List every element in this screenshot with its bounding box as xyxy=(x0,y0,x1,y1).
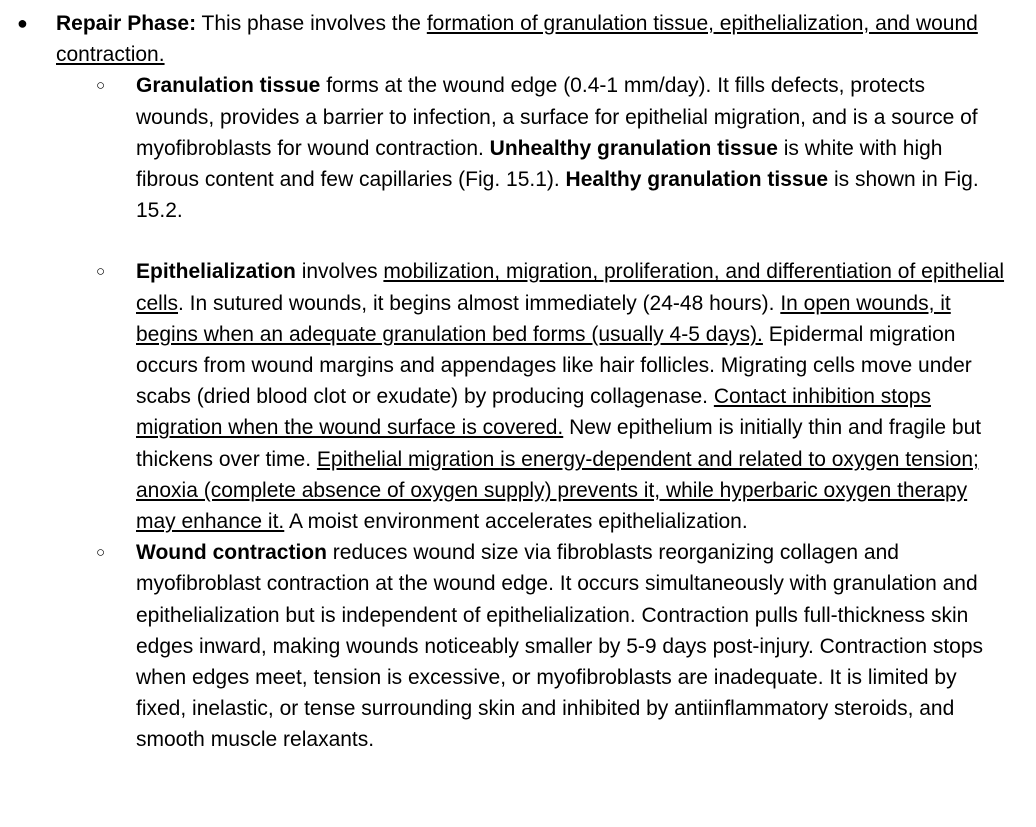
epithelialization-underline-1: mobilization, migration, proliferation, and differentiation of epithelial cells xyxy=(136,260,1005,315)
epithelialization-text: involves xyxy=(295,260,384,284)
repair-phase-intro: This phase involves the xyxy=(196,12,427,35)
epithelialization-text: New epithelium is initially thin and fragile but thickens over time. xyxy=(136,416,982,471)
granulation-item xyxy=(0,70,1006,226)
healthy-text: is shown in Fig. 15.2. xyxy=(136,168,979,223)
epithelialization-text: Epidermal migration occurs from wound margins and appendages like hair follicles. Migrating cells move under scabs (dried blood clot or exudate) by producing collagenase. xyxy=(136,322,972,409)
repair-phase-title: Repair Phase: xyxy=(56,12,197,35)
granulation-term: Granulation tissue xyxy=(136,74,321,98)
healthy-term: Healthy granulation tissue xyxy=(565,168,829,192)
epithelialization-text: A moist environment accelerates epithelialization. xyxy=(284,510,748,534)
epithelialization-underline-3: Contact inhibition stops migration when the wound surface is covered. xyxy=(136,385,931,440)
epithelialization-underline-4: Epithelial migration is energy-dependent and related to oxygen tension; anoxia (complete absence of oxygen supply) prevents it, while hyperbaric oxygen therapy may enhance it. xyxy=(136,447,979,534)
epithelialization-underline-2: In open wounds, it begins when an adequate granulation bed forms (usually 4-5 days). xyxy=(136,291,951,346)
bullet-circle: ○ xyxy=(96,77,106,95)
bullet-disc: ● xyxy=(17,13,28,33)
contraction-text: reduces wound size via fibroblasts reorganizing collagen and myofibroblast contraction at the wound edge. It occurs simultaneously with granulation and epithelialization but is independent of epithelialization. Contraction pulls full-thickness skin edges inward, making wounds noticeably smaller by 5-9 days post-injury. Contraction stops when edges meet, tension is excessive, or myofibroblasts are inadequate. It is limited by fixed, inelastic, or tense surrounding skin and inhibited by antiinflammatory steroids, and smooth muscle relaxants. xyxy=(136,541,984,752)
paragraph-gap xyxy=(0,226,1036,256)
contraction-item xyxy=(0,537,1006,755)
epithelialization-item xyxy=(0,256,1006,537)
repair-phase-summary: formation of granulation tissue, epithelialization, and wound contraction. xyxy=(56,12,978,67)
epithelialization-text: . In sutured wounds, it begins almost immediately (24-48 hours). xyxy=(178,291,781,315)
bullet-circle: ○ xyxy=(96,544,106,562)
bullet-circle: ○ xyxy=(96,263,106,281)
granulation-text: forms at the wound edge (0.4-1 mm/day). It fills defects, protects wounds, provides a barrier to infection, a surface for epithelial migration, and is a source of myofibroblasts for wound contraction. xyxy=(136,74,978,160)
unhealthy-term: Unhealthy granulation tissue xyxy=(489,136,778,160)
epithelialization-term: Epithelialization xyxy=(136,260,296,284)
document-page xyxy=(0,8,1036,756)
contraction-term: Wound contraction xyxy=(136,541,327,565)
unhealthy-text: is white with high fibrous content and few capillaries (Fig. 15.1). xyxy=(136,136,943,192)
repair-phase-item xyxy=(0,8,1004,70)
